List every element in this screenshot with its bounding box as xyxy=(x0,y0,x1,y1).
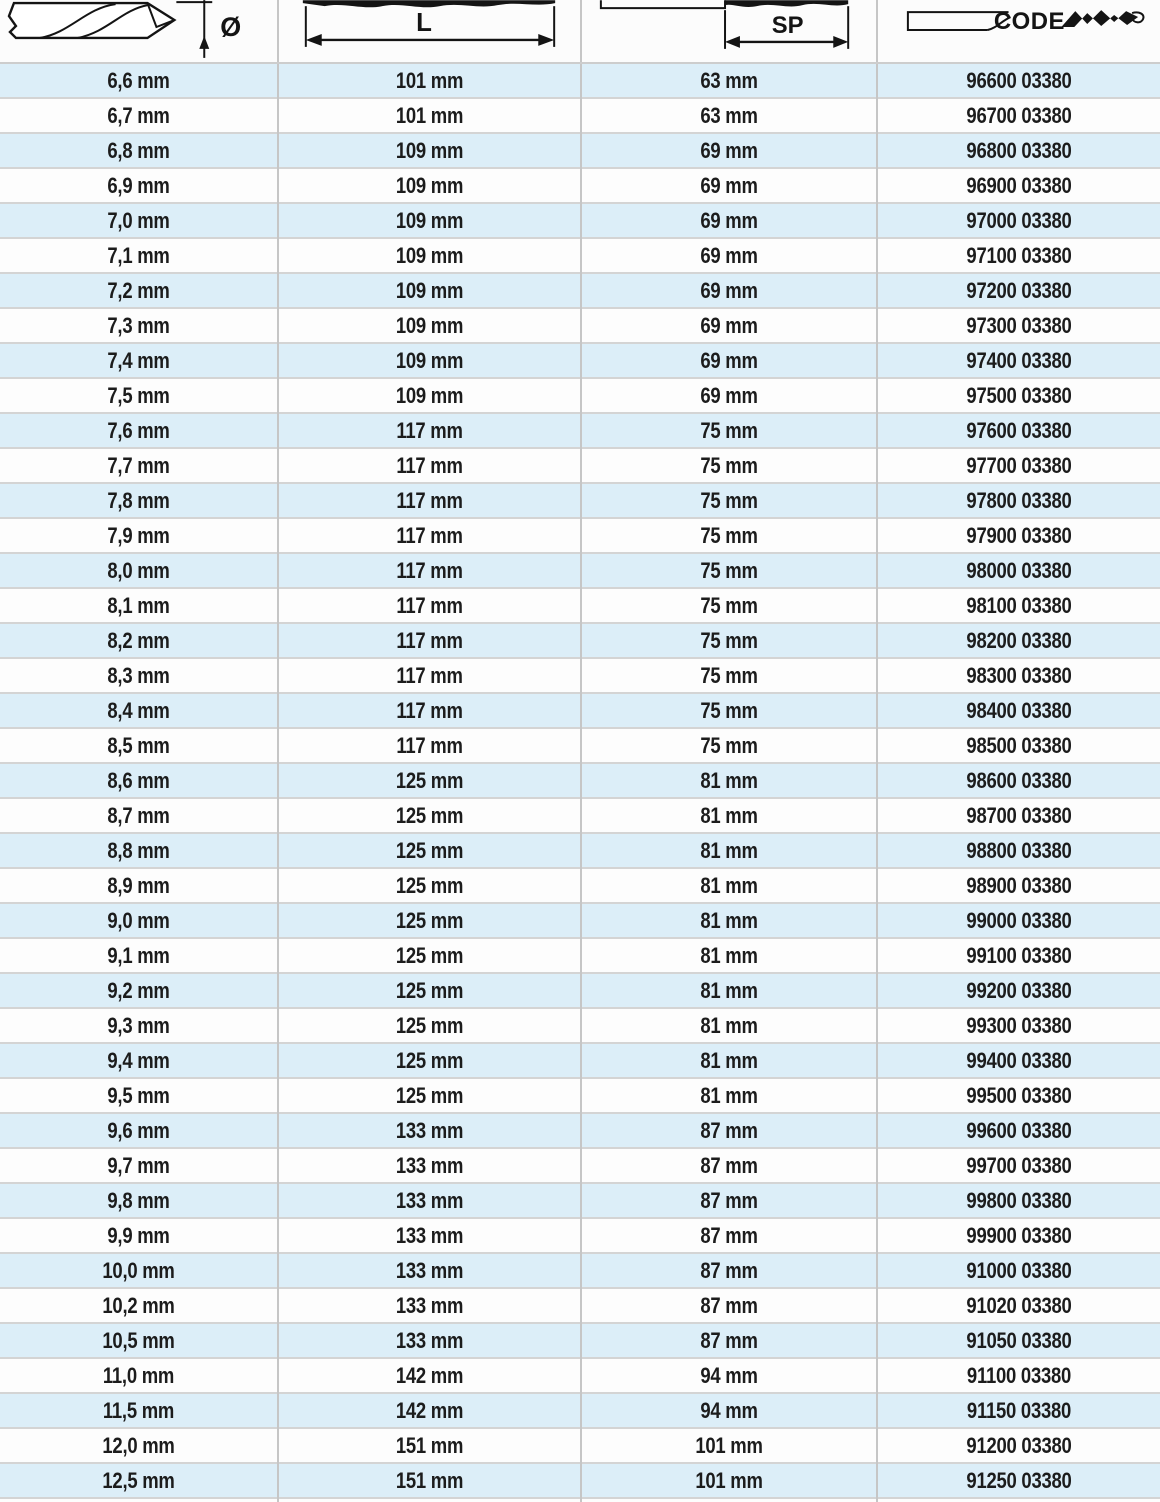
table-row xyxy=(0,728,1160,763)
drill-flute-length-icon xyxy=(582,0,876,62)
cell-flute-length: 75 mm xyxy=(581,448,877,483)
table-row xyxy=(0,658,1160,693)
table-row xyxy=(0,378,1160,413)
cell-total-length: 109 mm xyxy=(278,308,581,343)
cell-total-length: 125 mm xyxy=(278,763,581,798)
cell-total-length: 109 mm xyxy=(278,238,581,273)
cell-code: 99100 03380 xyxy=(877,938,1160,973)
cell-code: 91020 03380 xyxy=(877,1288,1160,1323)
cell-diameter: 8,4 mm xyxy=(0,693,278,728)
cell-total-length: 133 mm xyxy=(278,1148,581,1183)
cell-code: 98800 03380 xyxy=(877,833,1160,868)
table-row xyxy=(0,1008,1160,1043)
table-row xyxy=(0,273,1160,308)
table-row xyxy=(0,168,1160,203)
cell-diameter: 8,3 mm xyxy=(0,658,278,693)
cell-total-length: 125 mm xyxy=(278,1078,581,1113)
cell-total-length: 117 mm xyxy=(278,553,581,588)
cell-total-length: 117 mm xyxy=(278,623,581,658)
cell-total-length: 117 mm xyxy=(278,448,581,483)
table-row xyxy=(0,413,1160,448)
cell-flute-length: 94 mm xyxy=(581,1358,877,1393)
cell-flute-length: 101 mm xyxy=(581,1428,877,1463)
table-row xyxy=(0,1358,1160,1393)
cell-code: 97300 03380 xyxy=(877,308,1160,343)
cell-diameter: 8,9 mm xyxy=(0,868,278,903)
cell-flute-length: 69 mm xyxy=(581,203,877,238)
cell-flute-length: 69 mm xyxy=(581,343,877,378)
cell-flute-length: 81 mm xyxy=(581,798,877,833)
cell-diameter: 8,5 mm xyxy=(0,728,278,763)
cell-total-length: 109 mm xyxy=(278,203,581,238)
cell-total-length: 125 mm xyxy=(278,1008,581,1043)
cell-flute-length: 75 mm xyxy=(581,728,877,763)
cell-flute-length: 81 mm xyxy=(581,1078,877,1113)
cell-diameter: 8,6 mm xyxy=(0,763,278,798)
cell-total-length: 125 mm xyxy=(278,868,581,903)
cell-code: 91150 03380 xyxy=(877,1393,1160,1428)
header-flute-length xyxy=(581,0,877,63)
cell-code: 91200 03380 xyxy=(877,1428,1160,1463)
cell-flute-length: 87 mm xyxy=(581,1253,877,1288)
cell-total-length: 125 mm xyxy=(278,833,581,868)
cell-diameter: 12,5 mm xyxy=(0,1463,278,1498)
cell-flute-length: 63 mm xyxy=(581,63,877,98)
table-row xyxy=(0,308,1160,343)
cell-code: 96600 03380 xyxy=(877,63,1160,98)
flute-length-symbol: SP xyxy=(771,11,804,39)
table-row xyxy=(0,238,1160,273)
table-row xyxy=(0,588,1160,623)
cell-total-length: 117 mm xyxy=(278,413,581,448)
cell-flute-length: 75 mm xyxy=(581,483,877,518)
cell-diameter: 6,6 mm xyxy=(0,63,278,98)
cell-total-length: 117 mm xyxy=(278,658,581,693)
cell-code: 99700 03380 xyxy=(877,1148,1160,1183)
cell-code: 99600 03380 xyxy=(877,1113,1160,1148)
table-row xyxy=(0,1183,1160,1218)
cell-flute-length: 75 mm xyxy=(581,693,877,728)
cell-flute-length: 75 mm xyxy=(581,588,877,623)
table-row xyxy=(0,98,1160,133)
cell-total-length: 125 mm xyxy=(278,938,581,973)
cell-code: 91050 03380 xyxy=(877,1323,1160,1358)
cell-diameter: 8,2 mm xyxy=(0,623,278,658)
cell-flute-length: 81 mm xyxy=(581,1043,877,1078)
cell-code: 96700 03380 xyxy=(877,98,1160,133)
cell-diameter: 7,0 mm xyxy=(0,203,278,238)
cell-total-length: 133 mm xyxy=(278,1323,581,1358)
partial-row xyxy=(0,1498,1160,1502)
cell-diameter: 9,4 mm xyxy=(0,1043,278,1078)
cell-total-length: 117 mm xyxy=(278,693,581,728)
cell-diameter: 9,7 mm xyxy=(0,1148,278,1183)
drill-diameter-icon xyxy=(0,0,277,62)
cell-code: 97500 03380 xyxy=(877,378,1160,413)
cell-flute-length: 81 mm xyxy=(581,868,877,903)
cell-total-length: 101 mm xyxy=(278,98,581,133)
cell-total-length: 125 mm xyxy=(278,798,581,833)
cell-total-length: 151 mm xyxy=(278,1428,581,1463)
cell-diameter: 10,2 mm xyxy=(0,1288,278,1323)
table-row xyxy=(0,1078,1160,1113)
cell-flute-length: 81 mm xyxy=(581,938,877,973)
cell-code: 98700 03380 xyxy=(877,798,1160,833)
cell-total-length: 109 mm xyxy=(278,168,581,203)
table-row xyxy=(0,868,1160,903)
cell-code: 99400 03380 xyxy=(877,1043,1160,1078)
cell-flute-length: 81 mm xyxy=(581,763,877,798)
table-row xyxy=(0,518,1160,553)
cell-total-length: 133 mm xyxy=(278,1113,581,1148)
cell-flute-length: 87 mm xyxy=(581,1183,877,1218)
table-body xyxy=(0,63,1160,1498)
cell-diameter: 7,7 mm xyxy=(0,448,278,483)
cell-total-length: 151 mm xyxy=(278,1463,581,1498)
table-row xyxy=(0,833,1160,868)
table-row xyxy=(0,798,1160,833)
table-row xyxy=(0,903,1160,938)
cell-total-length: 125 mm xyxy=(278,1043,581,1078)
cell-flute-length: 69 mm xyxy=(581,238,877,273)
cell-diameter: 6,9 mm xyxy=(0,168,278,203)
cell-code: 98600 03380 xyxy=(877,763,1160,798)
cell-diameter: 7,1 mm xyxy=(0,238,278,273)
header-total-length xyxy=(278,0,581,63)
cell-diameter: 10,0 mm xyxy=(0,1253,278,1288)
cell-code: 97800 03380 xyxy=(877,483,1160,518)
cell-code: 98300 03380 xyxy=(877,658,1160,693)
cell-diameter: 7,6 mm xyxy=(0,413,278,448)
table-row xyxy=(0,763,1160,798)
cell-diameter: 7,9 mm xyxy=(0,518,278,553)
cell-diameter: 9,8 mm xyxy=(0,1183,278,1218)
cell-total-length: 109 mm xyxy=(278,343,581,378)
cell-total-length: 101 mm xyxy=(278,63,581,98)
code-symbol: CODE xyxy=(993,8,1065,36)
cell-diameter: 11,5 mm xyxy=(0,1393,278,1428)
cell-diameter: 7,5 mm xyxy=(0,378,278,413)
cell-total-length: 117 mm xyxy=(278,518,581,553)
cell-total-length: 117 mm xyxy=(278,588,581,623)
cell-flute-length: 69 mm xyxy=(581,273,877,308)
table-row xyxy=(0,1428,1160,1463)
table-row xyxy=(0,448,1160,483)
table-row xyxy=(0,1148,1160,1183)
cell-flute-length: 63 mm xyxy=(581,98,877,133)
cell-code: 91250 03380 xyxy=(877,1463,1160,1498)
cell-diameter: 8,0 mm xyxy=(0,553,278,588)
header-code xyxy=(877,0,1160,63)
cell-diameter: 11,0 mm xyxy=(0,1358,278,1393)
cell-total-length: 133 mm xyxy=(278,1288,581,1323)
cell-code: 97900 03380 xyxy=(877,518,1160,553)
table-row xyxy=(0,1218,1160,1253)
cell-code: 97200 03380 xyxy=(877,273,1160,308)
cell-total-length: 117 mm xyxy=(278,483,581,518)
table-row xyxy=(0,1253,1160,1288)
cell-diameter: 7,4 mm xyxy=(0,343,278,378)
cell-flute-length: 75 mm xyxy=(581,413,877,448)
cell-diameter: 8,1 mm xyxy=(0,588,278,623)
cell-flute-length: 69 mm xyxy=(581,133,877,168)
table-row xyxy=(0,693,1160,728)
cell-diameter: 6,8 mm xyxy=(0,133,278,168)
cell-code: 97100 03380 xyxy=(877,238,1160,273)
cell-flute-length: 81 mm xyxy=(581,903,877,938)
cell-total-length: 133 mm xyxy=(278,1253,581,1288)
cell-total-length: 142 mm xyxy=(278,1358,581,1393)
cell-total-length: 133 mm xyxy=(278,1218,581,1253)
cell-flute-length: 75 mm xyxy=(581,518,877,553)
table-row xyxy=(0,973,1160,1008)
drill-total-length-icon xyxy=(279,0,580,62)
table-row xyxy=(0,133,1160,168)
cell-diameter: 7,3 mm xyxy=(0,308,278,343)
cell-diameter: 9,1 mm xyxy=(0,938,278,973)
cell-code: 97400 03380 xyxy=(877,343,1160,378)
cell-total-length: 142 mm xyxy=(278,1393,581,1428)
cell-total-length: 125 mm xyxy=(278,903,581,938)
cell-flute-length: 75 mm xyxy=(581,658,877,693)
cell-flute-length: 87 mm xyxy=(581,1218,877,1253)
cell-flute-length: 81 mm xyxy=(581,1008,877,1043)
cell-flute-length: 69 mm xyxy=(581,378,877,413)
table-header xyxy=(0,0,1160,63)
header-diameter xyxy=(0,0,278,63)
cell-diameter: 7,2 mm xyxy=(0,273,278,308)
cell-code: 99800 03380 xyxy=(877,1183,1160,1218)
drill-code-icon xyxy=(878,0,1160,62)
cell-code: 99000 03380 xyxy=(877,903,1160,938)
cell-flute-length: 75 mm xyxy=(581,623,877,658)
table-row xyxy=(0,553,1160,588)
length-symbol: L xyxy=(416,9,432,37)
cell-flute-length: 101 mm xyxy=(581,1463,877,1498)
table-row xyxy=(0,1288,1160,1323)
cell-total-length: 109 mm xyxy=(278,133,581,168)
cell-diameter: 9,5 mm xyxy=(0,1078,278,1113)
table-row xyxy=(0,1463,1160,1498)
cell-flute-length: 87 mm xyxy=(581,1113,877,1148)
cell-code: 91100 03380 xyxy=(877,1358,1160,1393)
cell-code: 98500 03380 xyxy=(877,728,1160,763)
cell-flute-length: 87 mm xyxy=(581,1288,877,1323)
cell-total-length: 109 mm xyxy=(278,273,581,308)
cell-code: 91000 03380 xyxy=(877,1253,1160,1288)
cell-flute-length: 81 mm xyxy=(581,973,877,1008)
cell-code: 99200 03380 xyxy=(877,973,1160,1008)
cell-diameter: 9,3 mm xyxy=(0,1008,278,1043)
table-row xyxy=(0,483,1160,518)
cell-total-length: 133 mm xyxy=(278,1183,581,1218)
cell-code: 97700 03380 xyxy=(877,448,1160,483)
cell-flute-length: 69 mm xyxy=(581,168,877,203)
cell-flute-length: 87 mm xyxy=(581,1323,877,1358)
cell-diameter: 8,7 mm xyxy=(0,798,278,833)
table-row xyxy=(0,623,1160,658)
cell-diameter: 12,0 mm xyxy=(0,1428,278,1463)
cell-code: 98000 03380 xyxy=(877,553,1160,588)
cell-code: 98900 03380 xyxy=(877,868,1160,903)
cell-diameter: 9,0 mm xyxy=(0,903,278,938)
cell-code: 99300 03380 xyxy=(877,1008,1160,1043)
table-row xyxy=(0,1043,1160,1078)
cell-total-length: 125 mm xyxy=(278,973,581,1008)
table-row xyxy=(0,203,1160,238)
cell-flute-length: 87 mm xyxy=(581,1148,877,1183)
table-row xyxy=(0,343,1160,378)
cell-diameter: 9,9 mm xyxy=(0,1218,278,1253)
table-row xyxy=(0,63,1160,98)
cell-total-length: 117 mm xyxy=(278,728,581,763)
cell-code: 96900 03380 xyxy=(877,168,1160,203)
cell-code: 97000 03380 xyxy=(877,203,1160,238)
cell-flute-length: 75 mm xyxy=(581,553,877,588)
table-row xyxy=(0,938,1160,973)
cell-diameter: 7,8 mm xyxy=(0,483,278,518)
table-row xyxy=(0,1393,1160,1428)
diameter-symbol: Ø xyxy=(220,11,242,42)
cell-diameter: 9,2 mm xyxy=(0,973,278,1008)
cell-total-length: 109 mm xyxy=(278,378,581,413)
cell-code: 99900 03380 xyxy=(877,1218,1160,1253)
cell-code: 96800 03380 xyxy=(877,133,1160,168)
cell-diameter: 8,8 mm xyxy=(0,833,278,868)
cell-code: 99500 03380 xyxy=(877,1078,1160,1113)
table-bottom-sliver xyxy=(0,1498,1160,1502)
cell-code: 98100 03380 xyxy=(877,588,1160,623)
cell-diameter: 10,5 mm xyxy=(0,1323,278,1358)
cell-diameter: 9,6 mm xyxy=(0,1113,278,1148)
header-row xyxy=(0,0,1160,63)
table-row xyxy=(0,1113,1160,1148)
cell-flute-length: 81 mm xyxy=(581,833,877,868)
cell-code: 97600 03380 xyxy=(877,413,1160,448)
cell-code: 98200 03380 xyxy=(877,623,1160,658)
cell-flute-length: 69 mm xyxy=(581,308,877,343)
cell-diameter: 6,7 mm xyxy=(0,98,278,133)
cell-flute-length: 94 mm xyxy=(581,1393,877,1428)
cell-code: 98400 03380 xyxy=(877,693,1160,728)
table-row xyxy=(0,1323,1160,1358)
